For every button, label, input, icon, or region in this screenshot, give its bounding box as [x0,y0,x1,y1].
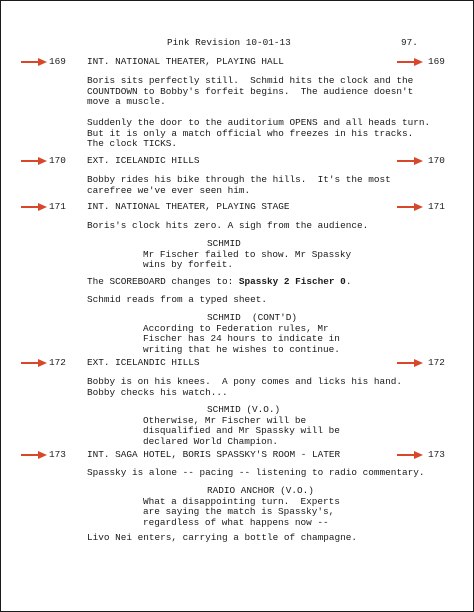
scene-heading: INT. NATIONAL THEATER, PLAYING STAGE [87,201,290,212]
action-line: But it is only a match official who freezes in his tracks. [87,127,414,139]
scoreboard-prefix: The SCOREBOARD changes to: [87,276,239,287]
scene-number-right: 172 [428,357,445,368]
scene-172-left-arrow-icon [21,358,47,368]
scene-169-right-arrow-icon [397,57,423,67]
scene-number-right: 173 [428,449,445,460]
character-name: RADIO ANCHOR (V.O.) [207,485,314,496]
action-line: Bobby rides his bike through the hills. It's the most [87,174,391,185]
scene-heading: EXT. ICELANDIC HILLS [87,155,200,166]
page-number: 97. [401,37,418,48]
scene-number-right: 169 [428,56,445,67]
dialogue-line: declared World Champion. [143,435,279,447]
action-line [87,277,407,288]
scene-number-left: 169 [49,56,66,67]
scene-heading: INT. SAGA HOTEL, BORIS SPASSKY'S ROOM - LATER [87,449,341,460]
revision-label: Pink Revision 10-01-13 [167,37,291,48]
dialogue-line: What a disappointing turn. Experts [143,495,340,507]
scene-number-left: 171 [49,201,66,212]
scene-171-left-arrow-icon [21,202,47,212]
scene-number-right: 170 [428,155,445,166]
scoreboard-suffix: . [345,276,352,287]
action-line: Bobby is on his knees. A pony comes and licks his hand. [87,376,403,387]
scene-number-left: 170 [49,155,66,166]
dialogue-line: wins by forfeit. [143,259,234,271]
dialogue-line: are saying the match is Spassky's, [143,506,335,518]
action-line: Schmid reads from a typed sheet. [87,294,268,305]
action-line: Livo Nei enters, carrying a bottle of champagne. [87,532,358,543]
scene-170-right-arrow-icon [397,156,423,166]
scene-heading: INT. NATIONAL THEATER, PLAYING HALL [87,56,284,67]
action-line: move a muscle. [87,96,166,108]
scene-heading: EXT. ICELANDIC HILLS [87,357,200,368]
scene-173-left-arrow-icon [21,450,47,460]
dialogue-line: regardless of what happens now -- [143,516,329,528]
scene-173-right-arrow-icon [397,450,423,460]
character-name: SCHMID [207,238,241,249]
action-line: Boris sits perfectly still. Schmid hits the clock and the [87,75,414,86]
scene-number-left: 173 [49,449,66,460]
dialogue-line: According to Federation rules, Mr [143,322,329,334]
character-name: SCHMID (V.O.) [207,404,281,415]
scene-number-right: 171 [428,201,445,212]
action-line: Boris's clock hits zero. A sigh from the audience. [87,220,369,231]
action-line: Bobby checks his watch... [87,386,228,398]
scene-171-right-arrow-icon [397,202,423,212]
dialogue-line: Fischer has 24 hours to indicate in [143,333,340,345]
action-line: The clock TICKS. [87,138,178,149]
dialogue-line: writing that he wishes to continue. [143,343,340,355]
dialogue-line: disqualified and Mr Spassky will be [143,425,340,437]
action-line: COUNTDOWN to Bobby's forfeit begins. The audience doesn't [87,85,414,97]
scoreboard-score: Spassky 2 Fischer 0 [238,276,346,287]
dialogue-line: Otherwise, Mr Fischer will be [143,414,307,426]
scene-172-right-arrow-icon [397,358,423,368]
scene-169-left-arrow-icon [21,57,47,67]
action-line: Suddenly the door to the auditorium OPENS and all heads turn. [87,117,431,128]
character-name: SCHMID (CONT'D) [207,312,298,323]
action-line: Spassky is alone -- pacing -- listening to radio commentary. [87,467,425,478]
action-line: carefree we've ever seen him. [87,184,251,196]
scene-number-left: 172 [49,357,66,368]
dialogue-line: Mr Fischer failed to show. Mr Spassky [143,248,352,260]
scene-170-left-arrow-icon [21,156,47,166]
